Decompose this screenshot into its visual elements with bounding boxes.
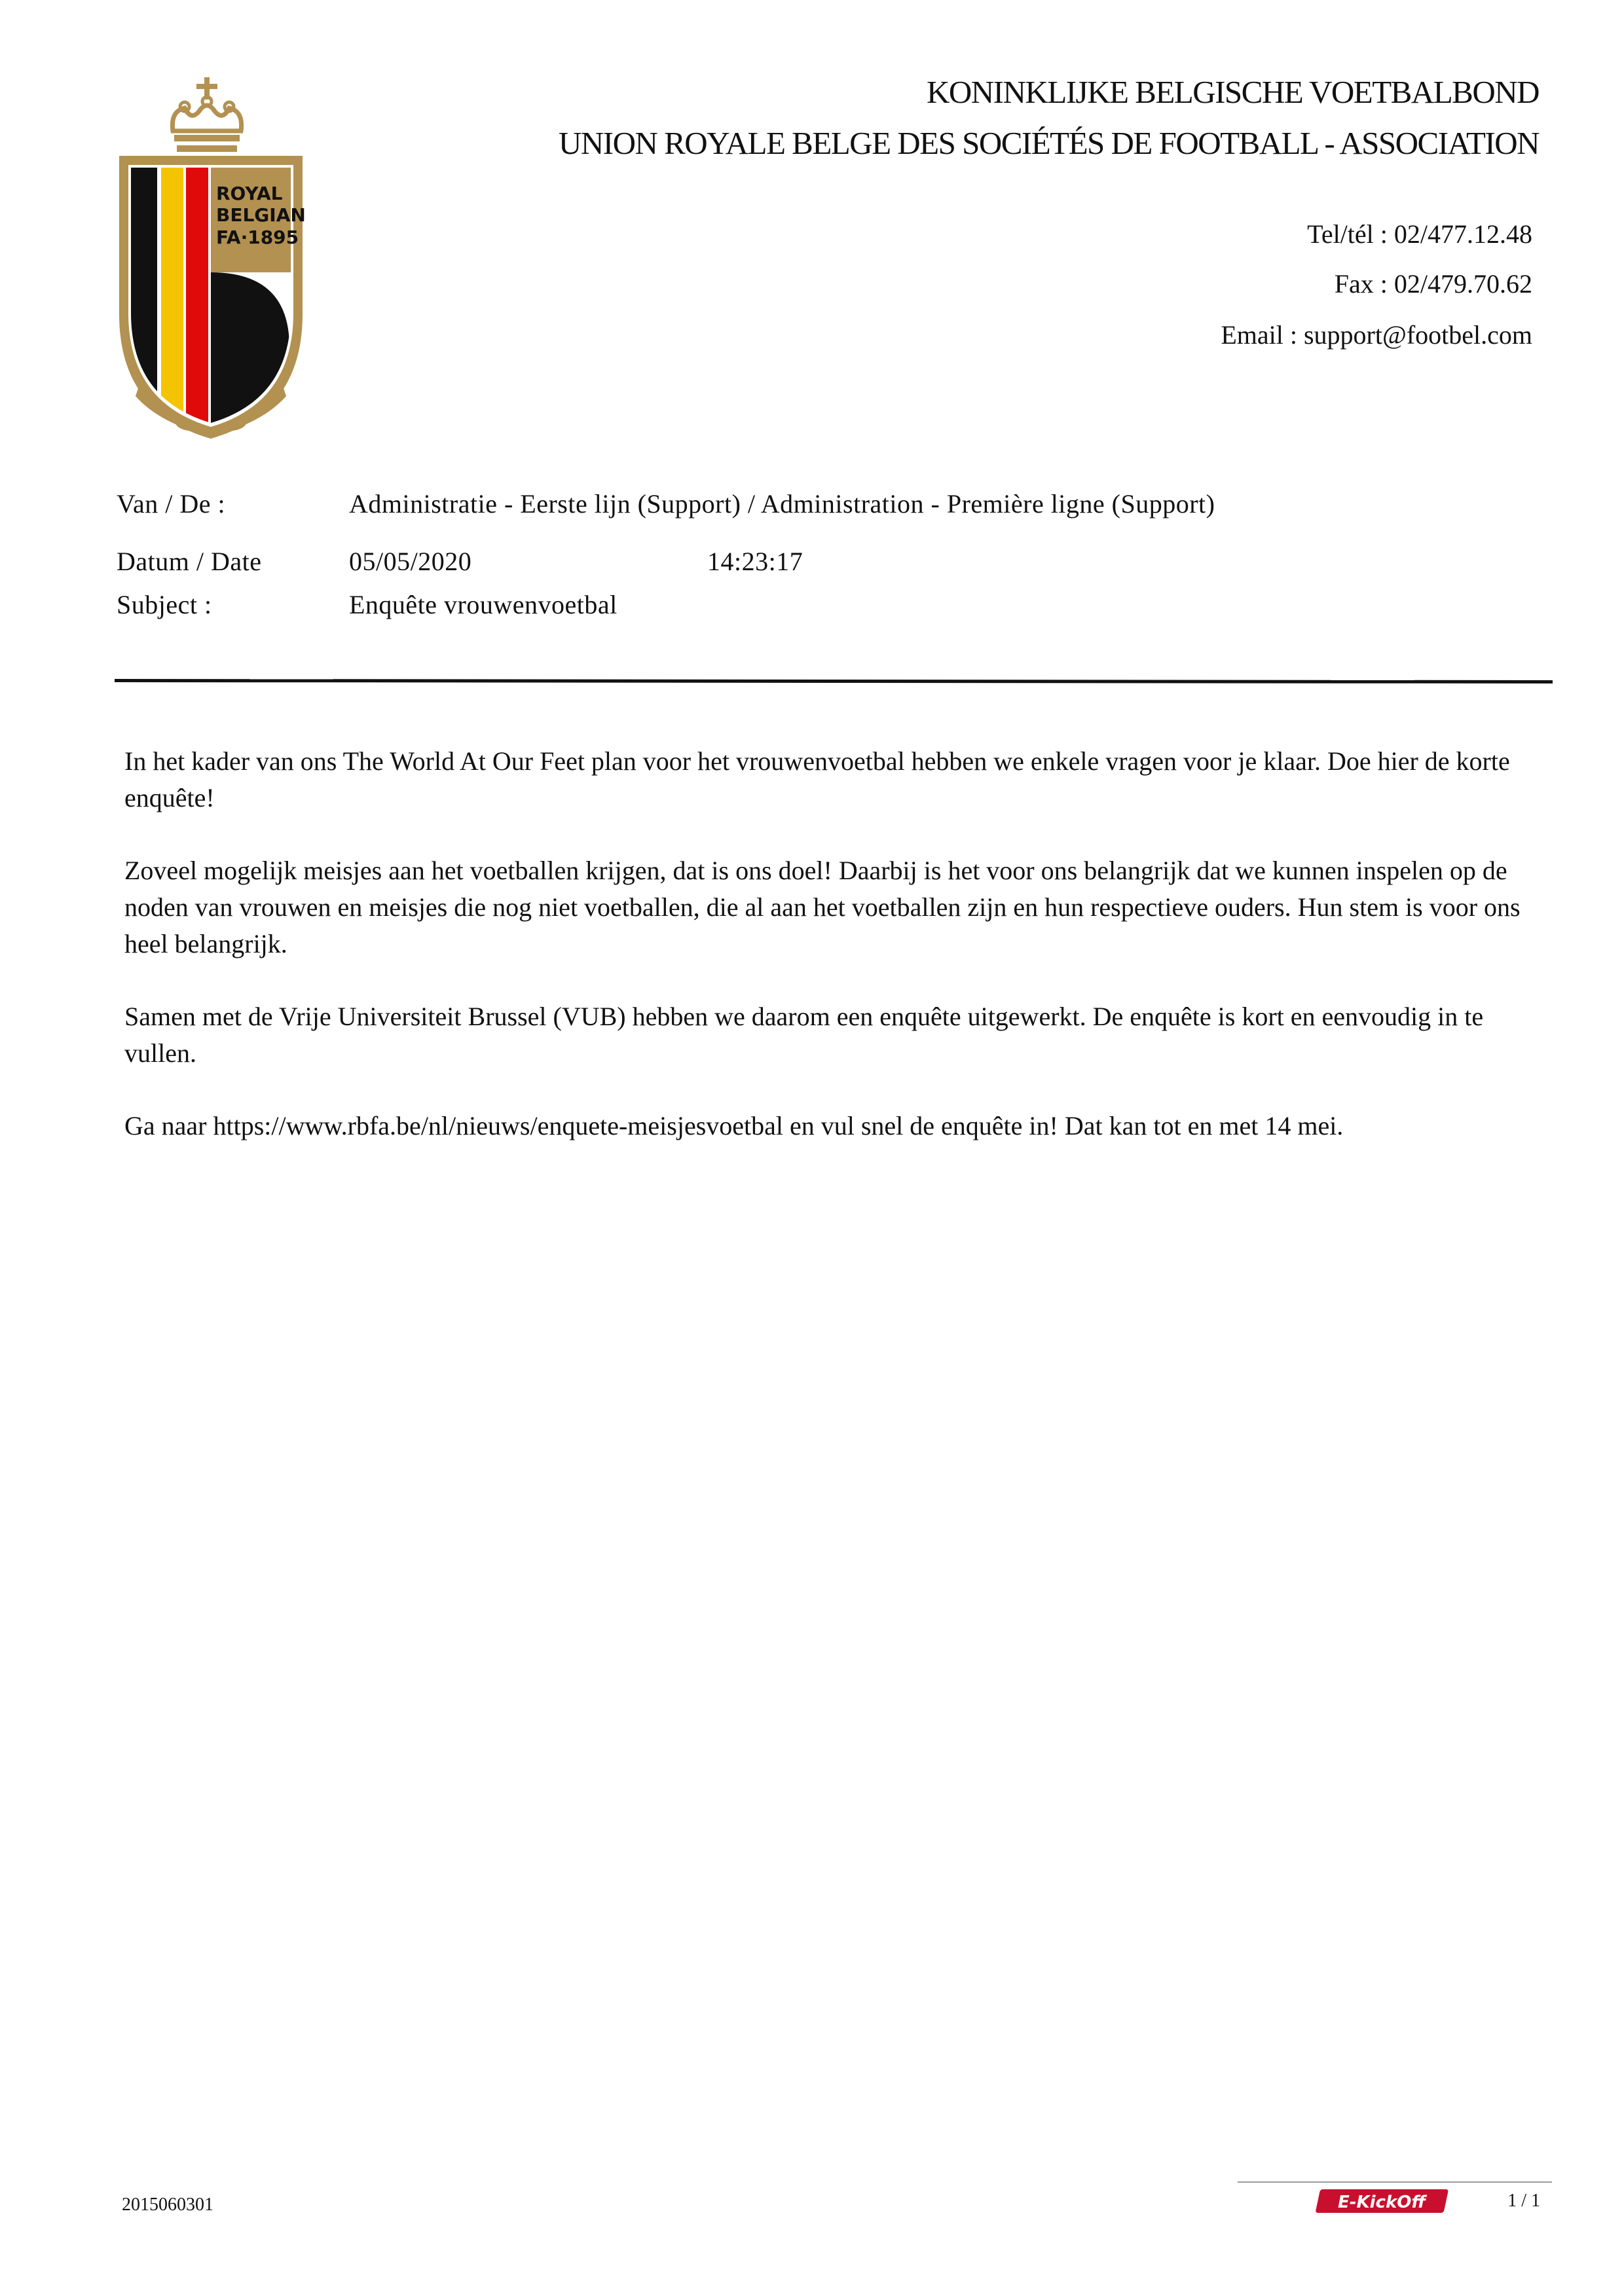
subject-label: Subject :	[117, 590, 212, 619]
body-paragraph: Samen met de Vrije Universiteit Brussel (VUB) hebben we daarom een enquête uitgewerkt. De enquête is kort en eenvoudig in te vullen.	[124, 1002, 1484, 1068]
contact-fax: Fax : 02/479.70.62	[1334, 269, 1532, 299]
from-label: Van / De :	[117, 489, 226, 519]
date-value: 05/05/2020	[349, 547, 472, 576]
page-number: 1 / 1	[1507, 2191, 1540, 2211]
time-value: 14:23:17	[707, 547, 803, 576]
footer-divider	[1238, 2181, 1552, 2183]
svg-text:E-KickOff: E-KickOff	[1337, 2193, 1426, 2212]
date-label: Datum / Date	[117, 547, 262, 576]
header-divider	[115, 678, 1553, 683]
svg-text:FA·1895: FA·1895	[216, 227, 299, 248]
body-paragraph: Ga naar https://www.rbfa.be/nl/nieuws/enquete-meisjesvoetbal en vul snel de enquête in! Dat kan tot en met 14 mei.	[124, 1111, 1344, 1140]
svg-text:BELGIAN: BELGIAN	[216, 204, 306, 226]
body-paragraph: Zoveel mogelijk meisjes aan het voetballen krijgen, dat is ons doel! Daarbij is het voor ons belangrijk dat we kunnen inspelen op de noden van vrouwen en meisjes die nog niet voetballen, die al aan het voetballen zijn en hun respectieve ouders. Hun stem is voor ons heel belangrijk.	[124, 856, 1521, 958]
ekickoff-logo	[1313, 2187, 1450, 2215]
org-name-nl: KONINKLIJKE BELGISCHE VOETBALBOND	[927, 74, 1539, 110]
svg-text:ROYAL: ROYAL	[216, 183, 283, 204]
crown-icon	[172, 77, 241, 152]
subject-value: Enquête vrouwenvoetbal	[349, 590, 618, 619]
contact-email[interactable]: Email : support@footbel.com	[1221, 320, 1532, 350]
document-id: 2015060301	[122, 2195, 213, 2215]
rbfa-logo	[113, 72, 309, 445]
from-value: Administratie - Eerste lijn (Support) / Administration - Première ligne (Support)	[349, 489, 1215, 519]
body-paragraph: In het kader van ons The World At Our Feet plan voor het vrouwenvoetbal hebben we enkele vragen voor je klaar. Doe hier de korte enquête!	[124, 746, 1510, 812]
contact-phone: Tel/tél : 02/477.12.48	[1307, 219, 1532, 249]
message-body	[124, 743, 1545, 1180]
org-name-fr: UNION ROYALE BELGE DES SOCIÉTÉS DE FOOTBALL - ASSOCIATION	[559, 125, 1539, 161]
